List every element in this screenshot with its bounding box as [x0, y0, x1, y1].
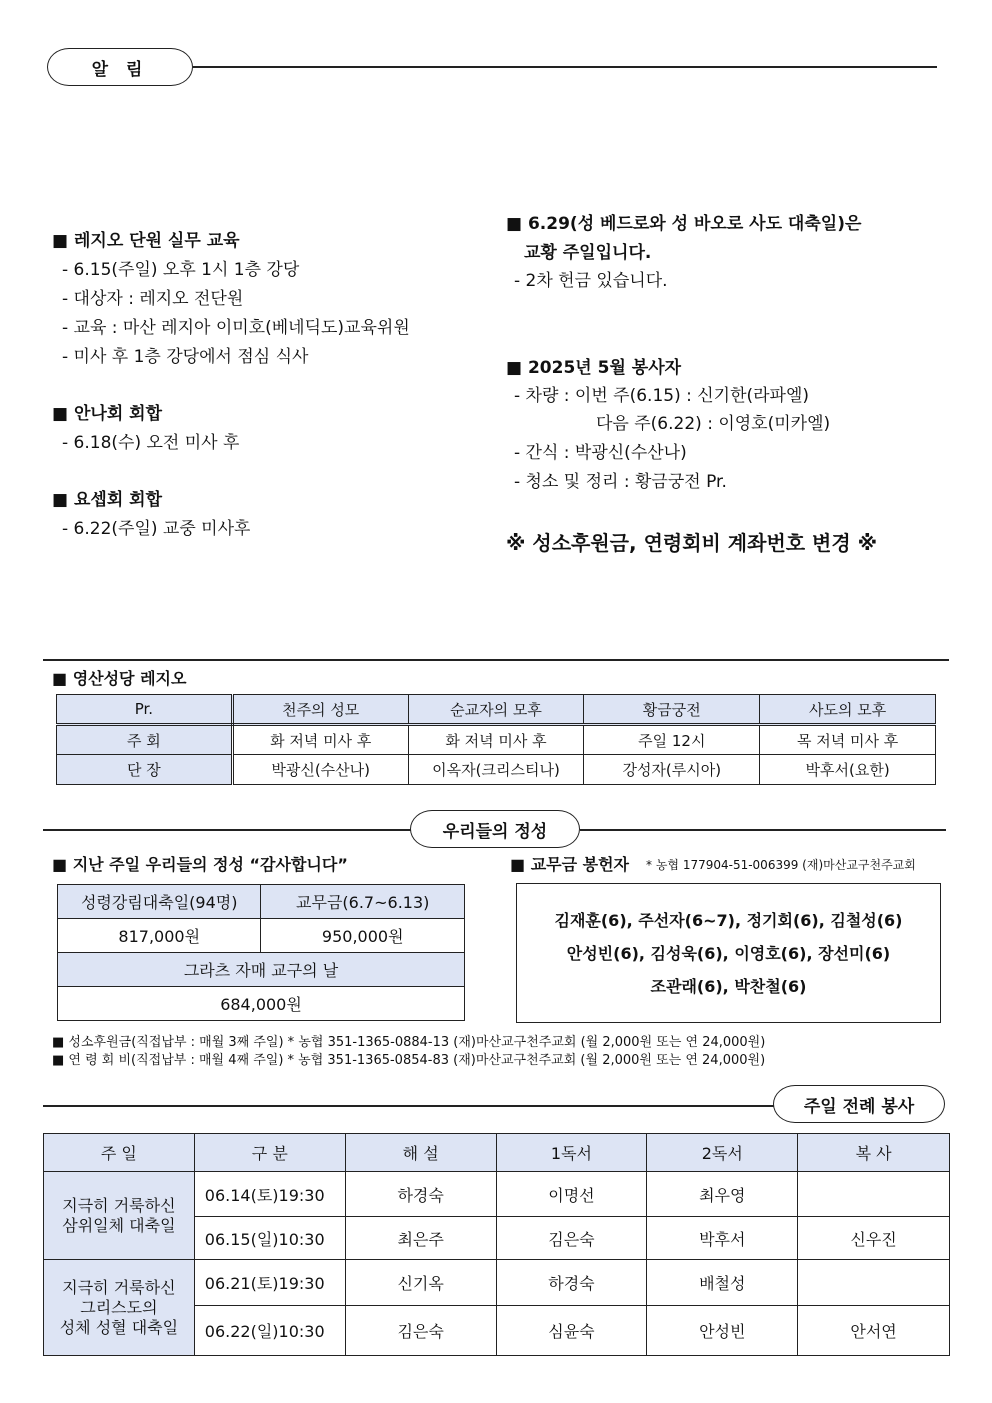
service-header: 1독서: [496, 1134, 647, 1172]
feast-label-line: 그리스도의: [80, 1297, 158, 1317]
legio-table: [56, 694, 936, 785]
legio-divider: [43, 659, 949, 661]
donors-list: [516, 883, 941, 1023]
service-divider: [43, 1105, 775, 1107]
offering-header-graz: 그라츠 자매 교구의 날: [58, 953, 465, 987]
notice-item: - 대상자 : 레지오 전단원: [62, 289, 244, 309]
service-server: 안서연: [798, 1306, 950, 1356]
service-header: 2독서: [647, 1134, 798, 1172]
donor-line: 김재훈(6), 주선자(6~7), 정기회(6), 김철성(6): [554, 910, 903, 930]
service-row: [44, 1260, 950, 1306]
service-header: 구 분: [194, 1134, 345, 1172]
legio-header: 사도의 모후: [760, 695, 936, 725]
service-table: [43, 1133, 950, 1356]
offering-table: [57, 884, 465, 1021]
notice-divider: [193, 66, 937, 68]
notice-item: - 차량 : 이번 주(6.15) : 신기한(라파엘): [514, 386, 810, 406]
legio-cell: 목 저녁 미사 후: [760, 725, 936, 755]
service-title-badge: [773, 1085, 945, 1123]
notice-item: - 6.22(주일) 교중 미사후: [62, 519, 251, 539]
legio-header: 황금궁전: [584, 695, 760, 725]
legio-cell: 박후서(요한): [760, 755, 936, 785]
account-change-notice: ※ 성소후원금, 연령회비 계좌번호 변경 ※: [506, 531, 878, 555]
notice-title-badge: [47, 48, 193, 86]
offering-header-pentecost: 성령강림대축일(94명): [58, 885, 261, 919]
feast-label-line: 삼위일체 대축일: [62, 1215, 176, 1235]
feast-label-line: 지극히 거룩하신: [62, 1195, 176, 1215]
offering-value-pentecost: 817,000원: [58, 919, 261, 953]
legio-header: Pr.: [57, 695, 233, 725]
legio-header-row: [57, 695, 936, 725]
service-reader2: 안성빈: [647, 1306, 798, 1356]
notice-item: - 2차 헌금 있습니다.: [514, 271, 668, 291]
donors-heading: ■ 교무금 봉헌자: [510, 855, 629, 874]
service-header: 주 일: [44, 1134, 195, 1172]
offering-thanks-heading: ■ 지난 주일 우리들의 정성 “감사합니다”: [52, 855, 348, 874]
service-header: 복 사: [798, 1134, 950, 1172]
offering-value-graz: 684,000원: [58, 987, 465, 1021]
service-datetime: 06.21(토)19:30: [194, 1260, 345, 1306]
notice-heading-legio-training: ■ 레지오 단원 실무 교육: [52, 231, 240, 251]
notice-item: - 6.18(수) 오전 미사 후: [62, 433, 240, 453]
donor-line: 안성빈(6), 김성욱(6), 이영호(6), 장선미(6): [566, 943, 891, 963]
service-reader2: 박후서: [647, 1217, 798, 1260]
service-datetime: 06.14(토)19:30: [194, 1172, 345, 1217]
legio-row-label: 단 장: [57, 755, 233, 785]
legio-row-meeting: [57, 725, 936, 755]
service-feast-label-trinity: [44, 1172, 195, 1260]
service-commentator: 최은주: [345, 1217, 496, 1260]
legio-header: 천주의 성모: [232, 695, 408, 725]
notice-heading-pope-sunday: ■ 6.29(성 베드로와 성 바오로 사도 대축일)은: [506, 214, 862, 234]
service-datetime: 06.15(일)10:30: [194, 1217, 345, 1260]
legio-cell: 화 저녁 미사 후: [408, 725, 584, 755]
service-reader1: 이명선: [496, 1172, 647, 1217]
feast-label-line: 지극히 거룩하신: [62, 1277, 176, 1297]
legio-cell: 주일 12시: [584, 725, 760, 755]
offering-value-dues: 950,000원: [261, 919, 465, 953]
legio-cell: 화 저녁 미사 후: [232, 725, 408, 755]
service-reader1: 심윤숙: [496, 1306, 647, 1356]
vocation-account-line: ■ 성소후원금(직접납부 : 매월 3째 주일) * 농협 351-1365-0884-13 (재)마산교구천주교회 (월 2,000원 또는 연 24,000원): [52, 1035, 766, 1050]
service-datetime: 06.22(일)10:30: [194, 1306, 345, 1356]
service-header-row: [44, 1134, 950, 1172]
offering-title-badge: [410, 810, 580, 848]
legio-cell: 박광신(수산나): [232, 755, 408, 785]
notice-title: 알 림: [91, 59, 149, 80]
legio-row-leader: [57, 755, 936, 785]
service-commentator: 김은숙: [345, 1306, 496, 1356]
service-server: [798, 1260, 950, 1306]
notice-heading-anna: ■ 안나회 회합: [52, 404, 163, 424]
notice-heading-volunteers: ■ 2025년 5월 봉사자: [506, 358, 682, 378]
service-header: 해 설: [345, 1134, 496, 1172]
service-commentator: 신기옥: [345, 1260, 496, 1306]
notice-item: 다음 주(6.22) : 이영호(미카엘): [596, 414, 831, 434]
notice-item: - 미사 후 1층 강당에서 점심 식사: [62, 347, 309, 367]
service-reader1: 김은숙: [496, 1217, 647, 1260]
notice-item: - 청소 및 정리 : 황금궁전 Pr.: [514, 472, 727, 492]
service-feast-label-corpus-christi: [44, 1260, 195, 1356]
legio-title: ■ 영산성당 레지오: [52, 669, 187, 688]
offering-divider-right: [580, 829, 946, 831]
notice-item: - 6.15(주일) 오후 1시 1층 강당: [62, 260, 300, 280]
donors-account: * 농협 177904-51-006399 (재)마산교구천주교회: [646, 858, 916, 872]
notice-item: - 간식 : 박광신(수산나): [514, 443, 687, 463]
service-server: [798, 1172, 950, 1217]
legio-row-label: 주 회: [57, 725, 233, 755]
offering-header-dues: 교무금(6.7~6.13): [261, 885, 465, 919]
legio-cell: 이옥자(크리스티나): [408, 755, 584, 785]
service-reader2: 최우영: [647, 1172, 798, 1217]
service-reader2: 배철성: [647, 1260, 798, 1306]
service-row: [44, 1172, 950, 1217]
service-title: 주일 전례 봉사: [803, 1096, 915, 1117]
legio-cell: 강성자(루시아): [584, 755, 760, 785]
service-reader1: 하경숙: [496, 1260, 647, 1306]
notice-item: - 교육 : 마산 레지아 이미호(베네딕도)교육위원: [62, 318, 410, 338]
service-server: 신우진: [798, 1217, 950, 1260]
funeral-account-line: ■ 연 령 회 비(직접납부 : 매월 4째 주일) * 농협 351-1365-0854-83 (재)마산교구천주교회 (월 2,000원 또는 연 24,000원): [52, 1053, 766, 1068]
offering-title: 우리들의 정성: [442, 821, 548, 842]
notice-heading-pope-sunday-2: 교황 주일입니다.: [524, 243, 652, 263]
legio-header: 순교자의 모후: [408, 695, 584, 725]
feast-label-line: 성체 성혈 대축일: [59, 1317, 179, 1337]
donor-line: 조관래(6), 박찬철(6): [650, 976, 807, 996]
notice-heading-joseph: ■ 요셉회 회합: [52, 490, 163, 510]
offering-divider-left: [43, 829, 411, 831]
service-commentator: 하경숙: [345, 1172, 496, 1217]
